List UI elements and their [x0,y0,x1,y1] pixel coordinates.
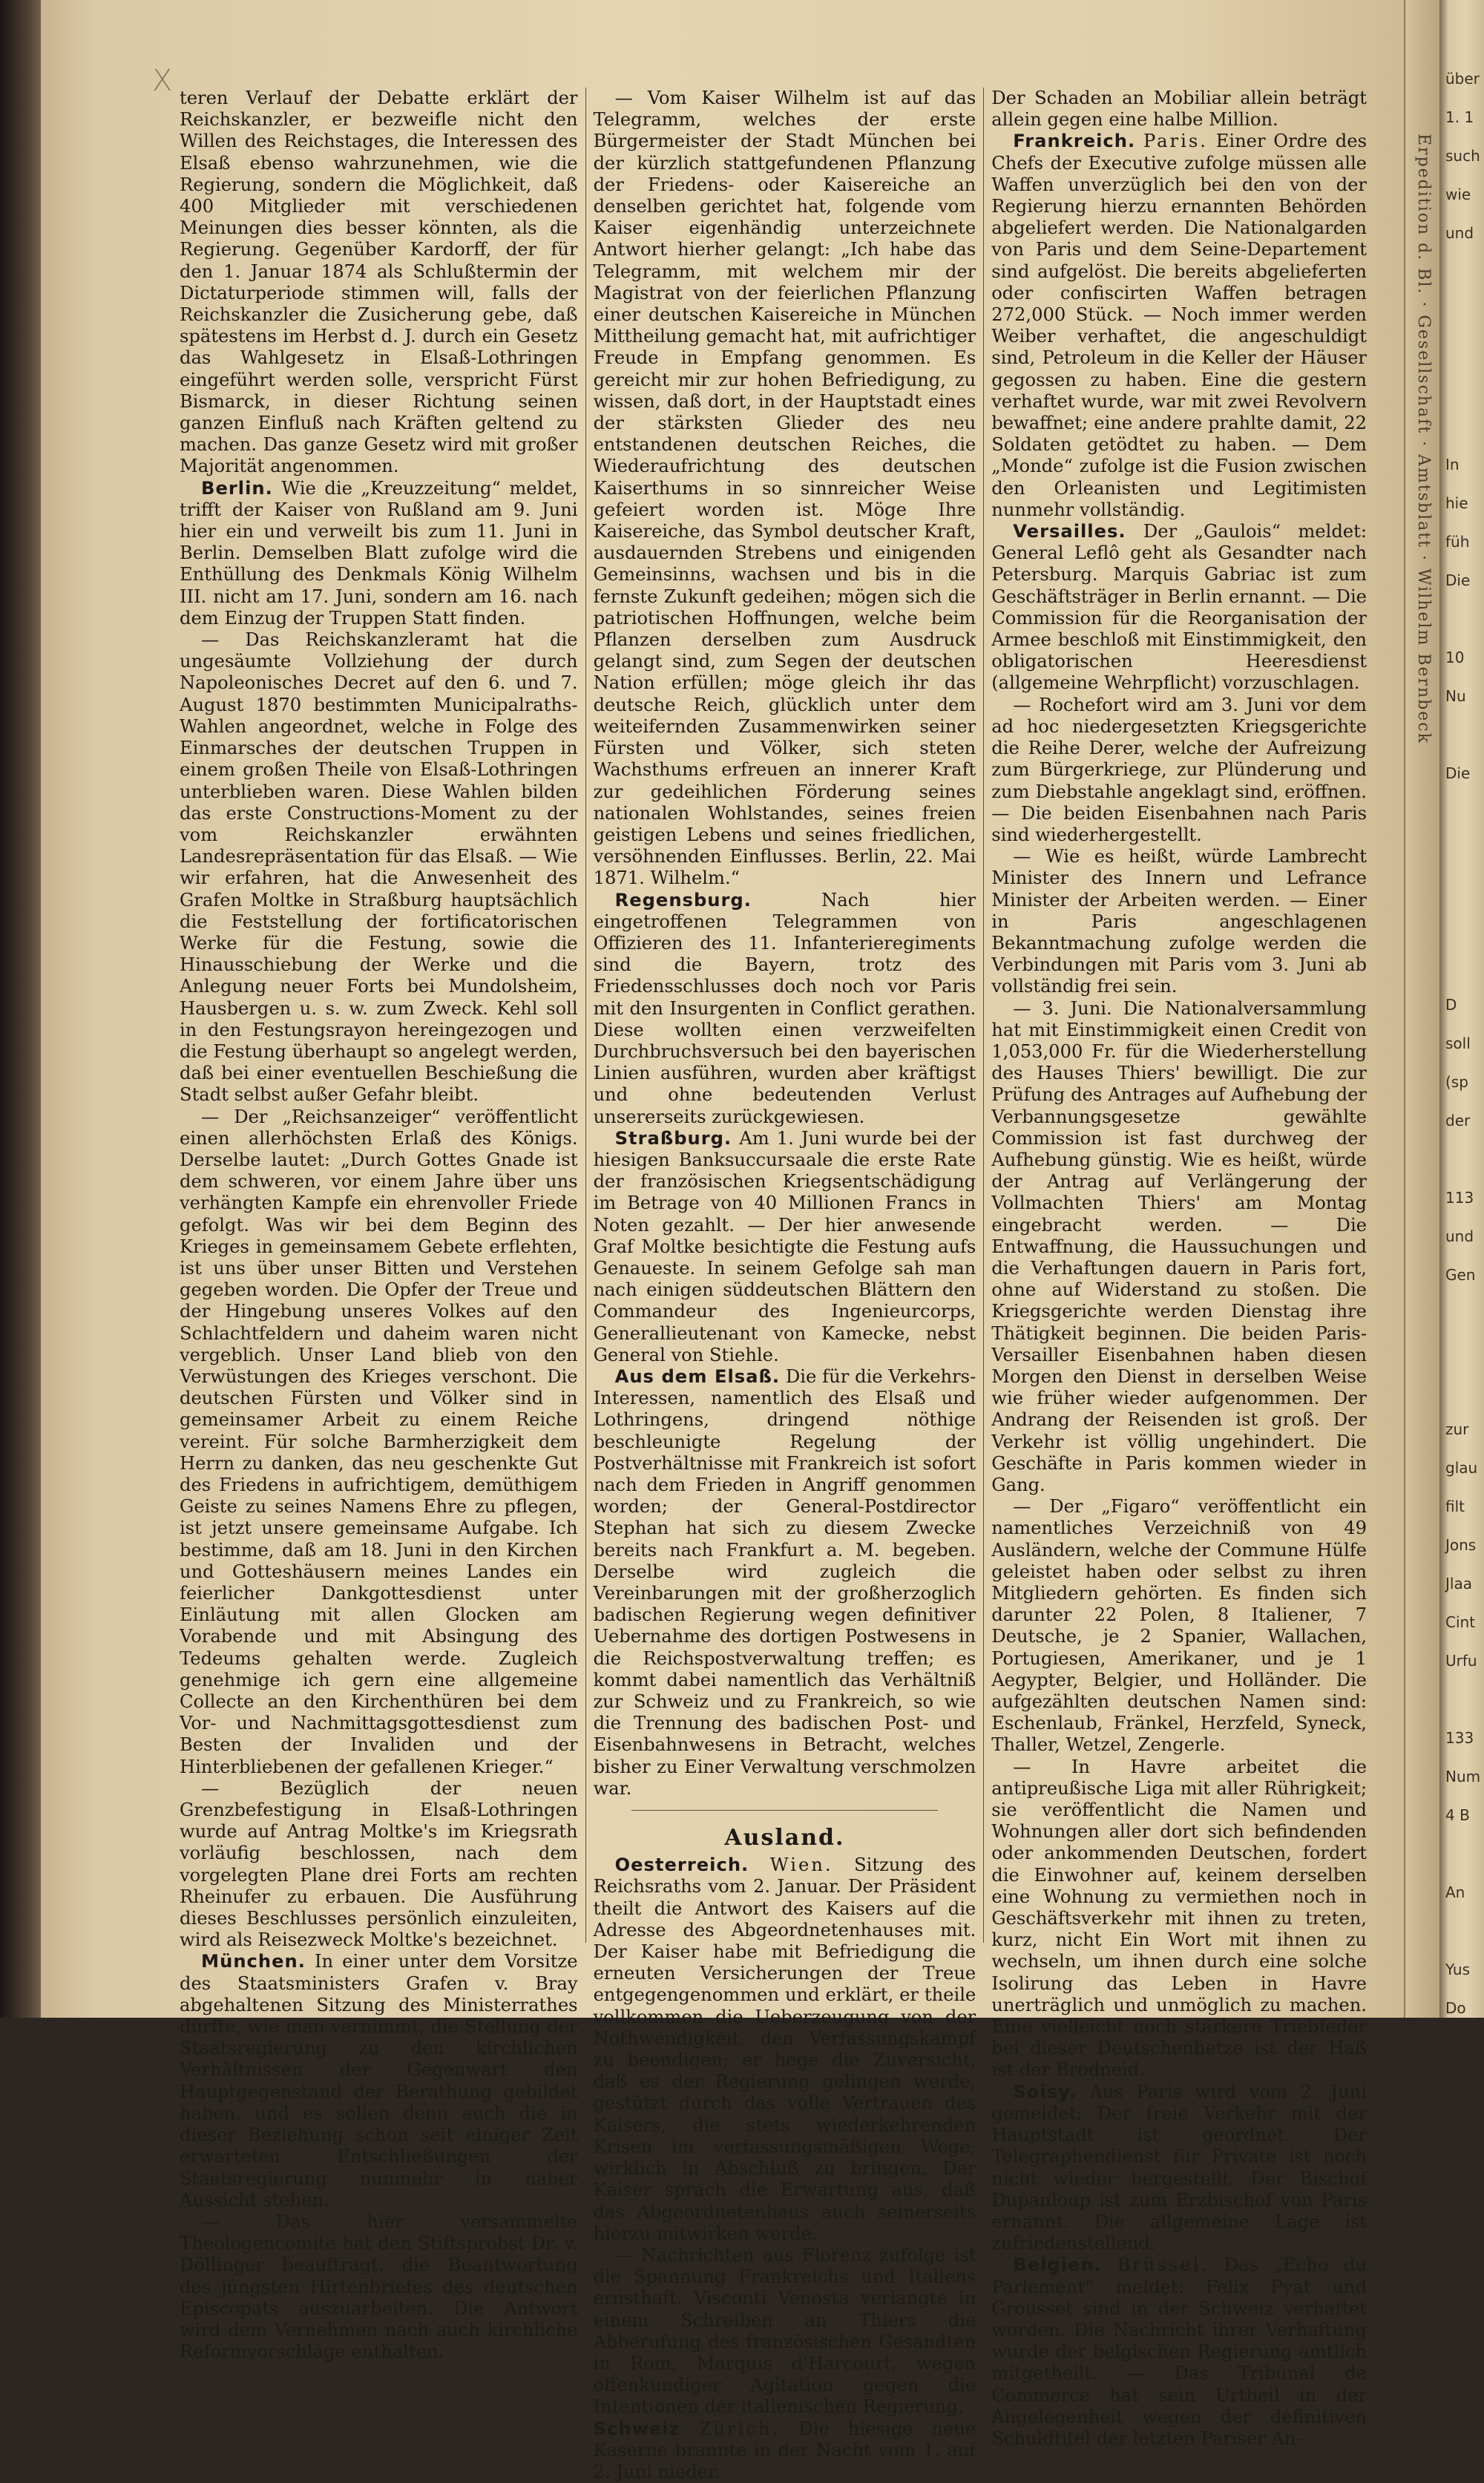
paragraph-text: teren Verlauf der Debatte erklärt der Reichskanzler, er bezweifle nicht den Willen des Reichstages, die Interessen des Elsaß ebenso wahrzunehmen, wie die Regierung, sondern die Möglichkeit, daß 400 Mitglieder mit verschiedenen Meinungen dies besser könnten, als die Regierung. Gegenüber Kardorff, der für den 1. Januar 1874 als Schlußtermin der Dictaturperiode stimmen will, falls der Reichskanzler die Zusicherung gebe, daß spätestens im Herbst d. J. durch ein Gesetz das Wahlgesetz in Elsaß-Lothringen eingeführt werden solle, verspricht Fürst Bismarck, in dieser Richtung seinen ganzen Einfluß nach Kräften geltend zu machen. Das ganze Gesetz wird mit großer Majorität angenommen. [180,88,578,477]
dateline: Aus dem Elsaß. [614,1365,781,1387]
adjacent-page-strip [1404,0,1439,2018]
paragraph-text: — Das Reichskanzleramt hat die ungesäumte Vollziehung der durch Napoleonisches Decret auf den 6. und 7. August 1870 bestimmten Municipalraths-Wahlen angeordnet, welche in Folge des Einmarsches der deutschen Truppen in einem großen Theile von Elsaß-Lothringen unterblieben waren. Diese Wahlen bilden das erste Constructions-Moment zu der vom Reichskanzler erwähnten Landesrepräsentation für das Elsaß. — Wie wir erfahren, hat die Anwesenheit des Grafen Moltke in Straßburg hauptsächlich die Feststellung der fortificatorischen Werke für die Festung, sowie die Hinausschiebung der Werke und die Anlegung neuer Forts bei Mundolsheim, Hausbergen u. s. w. zum Zweck. Kehl soll in den Festungsrayon hereingezogen und die Festung überhaupt so angelegt werden, daß bei einer eventuellen Beschießung die Stadt selbst außer Gefahr bleibt. [180,629,578,1106]
paragraph-text: — Rochefort wird am 3. Juni vor dem ad hoc niedergesetzten Kriegsgerichte die Reihe Derer, welche der Aufreizung zum Bürgerkriege, zur Plünderung und zum Diebstahle angeklagt sind, eröffnen. — Die beiden Eisenbahnen nach Paris sind wiederhergestellt. [991,694,1367,845]
paragraph-text: Der „Gaulois“ meldet: General Leflô geht als Gesandter nach Petersburg. Marquis Gabriac ist zum Geschäftsträger in Berlin ernannt. — Die Commission für die Reorganisation der Armee beschloß mit Einstimmigkeit, den obligatorischen Heeresdienst (allgemeine Wehrpflicht) vorzuschlagen. [991,521,1367,694]
paragraph-text: Am 1. Juni wurde bei der hiesigen Banksuccursaale die erste Rate der französischen Kriegsentschädigung im Betrage von 40 Millionen Francs in Noten gezahlt. — Der hier anwesende Graf Moltke besichtigte die Festung aufs Genaueste. In seinem Gefolge sah man nach einigen süddeutschen Blättern den Commandeur des Ingenieurcorps, Generallieutenant von Kamecke, nebst General von Stiehle. [593,1127,976,1365]
paragraph-text: — Vom Kaiser Wilhelm ist auf das Telegramm, welches der erste Bürgermeister der Stadt München bei der kürzlich stattgefundenen Pflanzung der Friedens- oder Kaisereiche an denselben gerichtet hat, folgende vom Kaiser eigenhändig unterzeichnete Antwort hierher gelangt: „Ich habe das Telegramm, mit welchem mir der Magistrat von der feierlichen Pflanzung einer deutschen Kaisereiche in München Mittheilung gemacht hat, mit aufrichtiger Freude in Empfang genommen. Es gereicht mir zur hohen Befriedigung, zu wissen, daß dort, in der Hauptstadt eines der stärksten Glieder des neu entstandenen deutschen Reiches, die Wiederaufrichtung des deutschen Kaiserthums in so sinnreicher Weise gefeiert worden ist. Möge Ihre Kaisereiche, das Symbol deutscher Kraft, ausdauernden Strebens und einigenden Gemeinsinns, wachsen und bis in die fernste Zukunft gedeihen; mögen sich die patriotischen Hoffnungen, welche beim Pflanzen derselben zum Ausdruck gelangt sind, zum Segen der deutschen Nation erfüllen; möge gleich ihr das deutsche Reich, glücklich unter dem weiteifernden Zusammenwirken seiner Fürsten und Völker, sich steten Wachsthums erfreuen an innerer Kraft zur gedeihlichen Förderung seines nationalen Wohlstandes, seines freien geistigen Lebens und seines friedlichen, versöhnenden Einflusses. Berlin, 22. Mai 1871. Wilhelm.“ [593,88,976,889]
article-paragraph [594,2245,976,2418]
paragraph-text: Einer Ordre des Chefs der Executive zufolge müssen alle Waffen unverzüglich bei den von der Regierung hierzu ernannten Behörden abgeliefert werden. Die Nationalgarden von Paris und dem Seine-Departement sind aufgelöst. Die bereits abgelieferten oder confiscirten Waffen betragen 272,000 Stück. — Noch immer werden Weiber verhaftet, die angeschuldigt sind, Petroleum in die Keller der Häuser gegossen zu haben. Eine die gestern verhaftet wurde, war mit zwei Revolvern bewaffnet; eine andere prahlte damit, 22 Soldaten getödtet zu haben. — Dem „Monde“ zufolge ist die Fusion zwischen den Orleanisten und Legitimisten nunmehr vollständig. [991,131,1367,520]
dateline: Berlin. [201,477,273,499]
paragraph-text: Sitzung des Reichsraths vom 2. Januar. Der Präsident theilt die Antwort des Kaisers auf die Adresse des Abgeordnetenhauses mit. Der Kaiser habe mit Befriedigung die erneuten Versicherungen der Treue entgegengenommen und erklärt, er theile vollkommen die Ueberzeugung von der Nothwendigkeit, den Verfassungskampf zu beendigen; er hege die Zuversicht, daß es der Regierung gelingen werde, gestützt durch das volle Vertrauen des Kaisers, die stets wiederkehrenden Krisen im verfassungsmäßigen Wege, wirklich in Abschluß zu bringen. Der Kaiser sprach die Erwartung aus, daß das Abgeordnetenhaus auch seinerseits hierzu mitwirken werde. [593,1854,976,2244]
article-paragraph [991,521,1367,695]
adjacent-page-edge-text: über 1. 1 such wie und In hie füh Die 10 Nu Die D soll (sp der 113 und Gen zur glau filt Jons Jlaa Cint Urfu 133 Num 4 B An Yus Do [1445,70,1481,2017]
dateline: Versailles. [1013,521,1126,542]
paragraph-text: — In Havre arbeitet die antipreußische Liga mit aller Rührigkeit; sie veröffentlicht die Namen und Wohnungen aller dort sich befindenden oder ankommenden Deutschen, fordert die Einwohner auf, keinem derselben eine Wohnung zu vermiethen noch in Geschäftsverkehr mit ihnen zu treten, kurz, nicht Ein Wort mit ihnen zu wechseln, um ihnen durch eine solche Isolirung das Leben in Havre unerträglich und unmöglich zu machen. Eine vielleicht noch stärkere Triebfeder bei dieser Deutschenhetze ist der Haß ist der Brodneid. [991,1756,1367,2081]
article-paragraph [594,890,976,1128]
article-paragraph [594,1854,976,2245]
dateline: Soisy. [1013,2081,1077,2102]
paragraph-text: Die für die Verkehrs-Interessen, namentlich des Elsaß und Lothringens, dringend nöthige beschleunigte Regelung der Postverhältnisse mit Frankreich ist sofort nach dem Frieden in Angriff genommen worden; der General-Postdirector Stephan hat sich zu diesem Zwecke bereits nach Frankfurt a. M. begeben. Derselbe wird zugleich die Vereinbarungen mit der großherzoglich badischen Regierung wegen definitiver Uebernahme des dortigen Postwesens in die Reichspostverwaltung treffen; es kommt dabei namentlich das Verhältniß zur Schweiz und zu Frankreich, so wie die Trennung des badischen Post- und Eisenbahnwesens in Betracht, welches bisher zu Einer Verwaltung verschmolzen war. [593,1365,976,1799]
article-paragraph [991,1496,1367,1756]
dateline: Oesterreich. [614,1854,749,1876]
column-3 [983,88,1374,2449]
adjacent-page-text: Erpedition d. Bl. · Gesellschaft · Amtsblatt · Wilhelm Bernbeck [1414,134,1433,744]
dateline: Belgien. [1013,2254,1102,2276]
article-paragraph [594,1128,976,1366]
paragraph-text: Aus Paris wird vom 2. Juni gemeldet: Der freie Verkehr mit der Hauptstadt ist geordnet. Der Telegraphendienst für Private ist noch nicht wieder hergestellt. Der Bischof Dupanloup ist zum Erzbischof von Paris ernannt. Die allgemeine Lage ist zufriedenstellend. [991,2081,1367,2254]
article-paragraph [991,2082,1367,2255]
article-paragraph [180,1951,578,2211]
dateline: München. [201,1951,306,1972]
pencil-mark: X [152,64,173,98]
paragraph-text: — Der „Reichsanzeiger“ veröffentlicht einen allerhöchsten Erlaß des Königs. Derselbe lautet: „Durch Gottes Gnade ist dem schweren, vor einem Jahre über uns verhängten Kampfe ein ehrenvoller Friede gefolgt. Was wir bei dem Beginn des Krieges in gemeinsamem Gebete erflehten, ist uns über unser Bitten und Verstehen gegeben worden. Die Opfer der Treue und der Hingebung unseres Volkes auf den Schlachtfeldern und daheim waren nicht vergeblich. Unser Land blieb von den Verwüstungen des Krieges verschont. Die deutschen Fürsten und Völker sind in gemeinsamer Arbeit zu einem Reiche vereint. Für solche Barmherzigkeit dem Herrn zu danken, das neu geschenkte Gut des Friedens in aufrichtigem, demüthigem Geiste zu seines Namens Ehre zu pflegen, ist jetzt unsere gemeinsame Aufgabe. Ich bestimme, daß am 18. Juni in den Kirchen und Gotteshäusern meines Landes ein feierlicher Dankgottesdienst unter Einläutung mit allen Glocken am Vorabende und mit Absingung des Tedeums gehalten werde. Zugleich genehmige ich gern eine allgemeine Collecte an den Kirchenthüren bei dem Vor- und Nachmittagsgottesdienst zum Besten der Invaliden und der Hinterbliebenen der gefallenen Krieger.“ [180,1106,578,1777]
article-paragraph [991,998,1367,1497]
article-paragraph [991,88,1367,131]
article-columns [172,88,1374,2482]
book-binding-left [0,0,45,2018]
column-2 [585,88,984,2482]
section-divider [631,1810,938,1811]
article-paragraph [991,846,1367,997]
paragraph-text: Nach hier eingetroffenen Telegrammen von Offizieren des 11. Infanterieregiments sind die Bayern, trotz des Friedensschlusses doch noch vor Paris mit den Insurgenten in Conflict gerathen. Diese wollten einen verzweifelten Durchbruchsversuch bei den bayerischen Linien ausführen, wurden aber kräftigst und ohne bedeutenden Verlust unsererseits zurückgewiesen. [593,889,976,1127]
article-paragraph [991,695,1367,846]
paragraph-text: Die hiesige neue Kaserne brannte in der Nacht vom 1. auf 2. Juni nieder. [593,2418,976,2482]
dateline: Frankreich. [1013,131,1136,152]
article-paragraph [180,88,578,478]
paragraph-text: — Das hier versammelte Theologencomite hat den Stiftsprobst Dr. v. Döllinger beauftragt, die Beantwortung des jüngsten Hirtenbriefes des deutschen Episcopats auszuarbeiten. Die Antwort wird dem Vernehmen nach auch kirchliche Reformvorschläge enthalten. [180,2211,578,2363]
dateline-city: Brüssel. [1117,2254,1209,2276]
dateline: Straßburg. [614,1127,732,1149]
paragraph-text: — 3. Juni. Die Nationalversammlung hat mit Einstimmigkeit einen Credit von 1,053,000 Fr. für die Wiederherstellung des Hauses Thiers' bewilligt. Die zur Prüfung des Antrages auf Aufhebung der Verbannungsgesetze gewählte Commission ist fast durchweg der Aufhebung günstig. Wie es heißt, würde der Antrag auf Verlängerung der Vollmachten Thiers' am Montag eingebracht werden. — Die Entwaffnung, die Haussuchungen und die Verhaftungen dauern in Paris fort, ohne auf Widerstand zu stoßen. Die Kriegsgerichte werden Dienstag ihre Thätigkeit beginnen. Die beiden Paris-Versailler Eisenbahnen haben diesen Morgen den Dienst in derselben Weise wie früher wieder aufgenommen. Der Andrang der Reisenden ist groß. Der Verkehr ist völlig ungehindert. Die Geschäfte in Paris kommen wieder in Gang. [991,997,1367,1495]
dateline-city: Paris. [1143,131,1208,152]
paragraph-text: Das „Echo du Parlement“ meldet: Felix Pyat und Grousset sind in der Schweiz verhaftet worden. Die Nachricht ihrer Verhaftung wurde der belgischen Regierung amtlich mitgetheilt. — Das Tribunal de Commerce hat sein Urtheil in der Angelegenheit wegen der definitiven Schuldtitel der letzten Pariser An- [991,2254,1367,2449]
article-paragraph [180,478,578,629]
dateline-city: Wien. [769,1854,833,1876]
article-paragraph [180,1778,578,1952]
paragraph-text: Der Schaden an Mobiliar allein beträgt allein gegen eine halbe Million. [991,88,1367,131]
section-heading: Ausland. [724,1825,845,1851]
article-paragraph [991,2254,1367,2450]
article-paragraph [594,88,976,890]
paragraph-text: — Der „Figaro“ veröffentlicht ein namentliches Verzeichniß von 49 Ausländern, welche der Commune Hülfe geleistet haben oder selbst zu ihren Mitgliedern gehörten. Es finden sich darunter 22 Polen, 8 Italiener, 7 Deutsche, je 2 Spanier, Wallachen, Portugiesen, Amerikaner, und je 1 Aegypter, Belgier, und Holländer. Die aufgezählten deutschen Namen sind: Eschenlaub, Fränkel, Herzfeld, Syneck, Thaller, Wetzel, Zengerle. [991,1496,1367,1756]
article-paragraph [180,1106,578,1778]
column-1 [172,88,585,2363]
article-paragraph [180,629,578,1106]
article-paragraph [991,1757,1367,2082]
article-paragraph [180,2211,578,2363]
paragraph-text: In einer unter dem Vorsitze des Staatsministers Grafen v. Bray abgehaltenen Sitzung des Ministerrathes dürfte, wie man vernimmt, die Stellung der Staatsregierung zu den kirchlichen Verhältnissen der Gegenwart den Hauptgegenstand der Berathung gebildet haben, und es sollen denn auch die in dieser Beziehung schon seit einiger Zeit erwarteten Entschließungen der Staatsregierung nunmehr in naher Aussicht stehen. [180,1951,578,2211]
dateline-city: Zürich. [698,2418,781,2439]
article-paragraph [991,131,1367,521]
book-binding-right [1439,0,1484,2018]
article-paragraph [594,2418,976,2483]
paragraph-text: Wie die „Kreuzzeitung“ meldet, trifft der Kaiser von Rußland am 9. Juni hier ein und verweilt bis zum 11. Juni in Berlin. Demselben Blatt zufolge wird die Enthüllung des Denkmals König Wilhelm III. nicht am 17. Juni, sondern am 16. nach dem Einzug der Truppen Statt finden. [180,477,578,629]
dateline: Regensburg. [614,889,752,911]
dateline: Schweiz [593,2418,680,2439]
paragraph-text: — Wie es heißt, würde Lambrecht Minister des Innern und Lefrance Minister der Arbeiten werden. — Einer in Paris angeschlagenen Bekanntmachung zufolge werden die Verbindungen mit Paris vom 3. Juni ab vollständig frei sein. [991,846,1367,997]
article-paragraph [594,1366,976,1800]
paragraph-text: — Nachrichten aus Florenz zufolge ist die Spannung Frankreichs und Italiens ernsthaft. Visconti Venosta verlangte in einem Schreiben an Thiers die Abberufung des französischen Gesandten in Rom, Marquis d'Harcourt, wegen offenkundiger Agitation gegen die Intentionen der italienischen Regierung. [593,2244,976,2418]
paragraph-text: — Bezüglich der neuen Grenzbefestigung in Elsaß-Lothringen wurde auf Antrag Moltke's im Kriegsrath vorläufig beschlossen, nach dem vorgelegten Plane drei Forts am rechten Rheinufer zu erbauen. Die Ausführung dieses Beschlusses persönlich einzuleiten, wird als Reisezweck Moltke's bezeichnet. [180,1777,578,1951]
